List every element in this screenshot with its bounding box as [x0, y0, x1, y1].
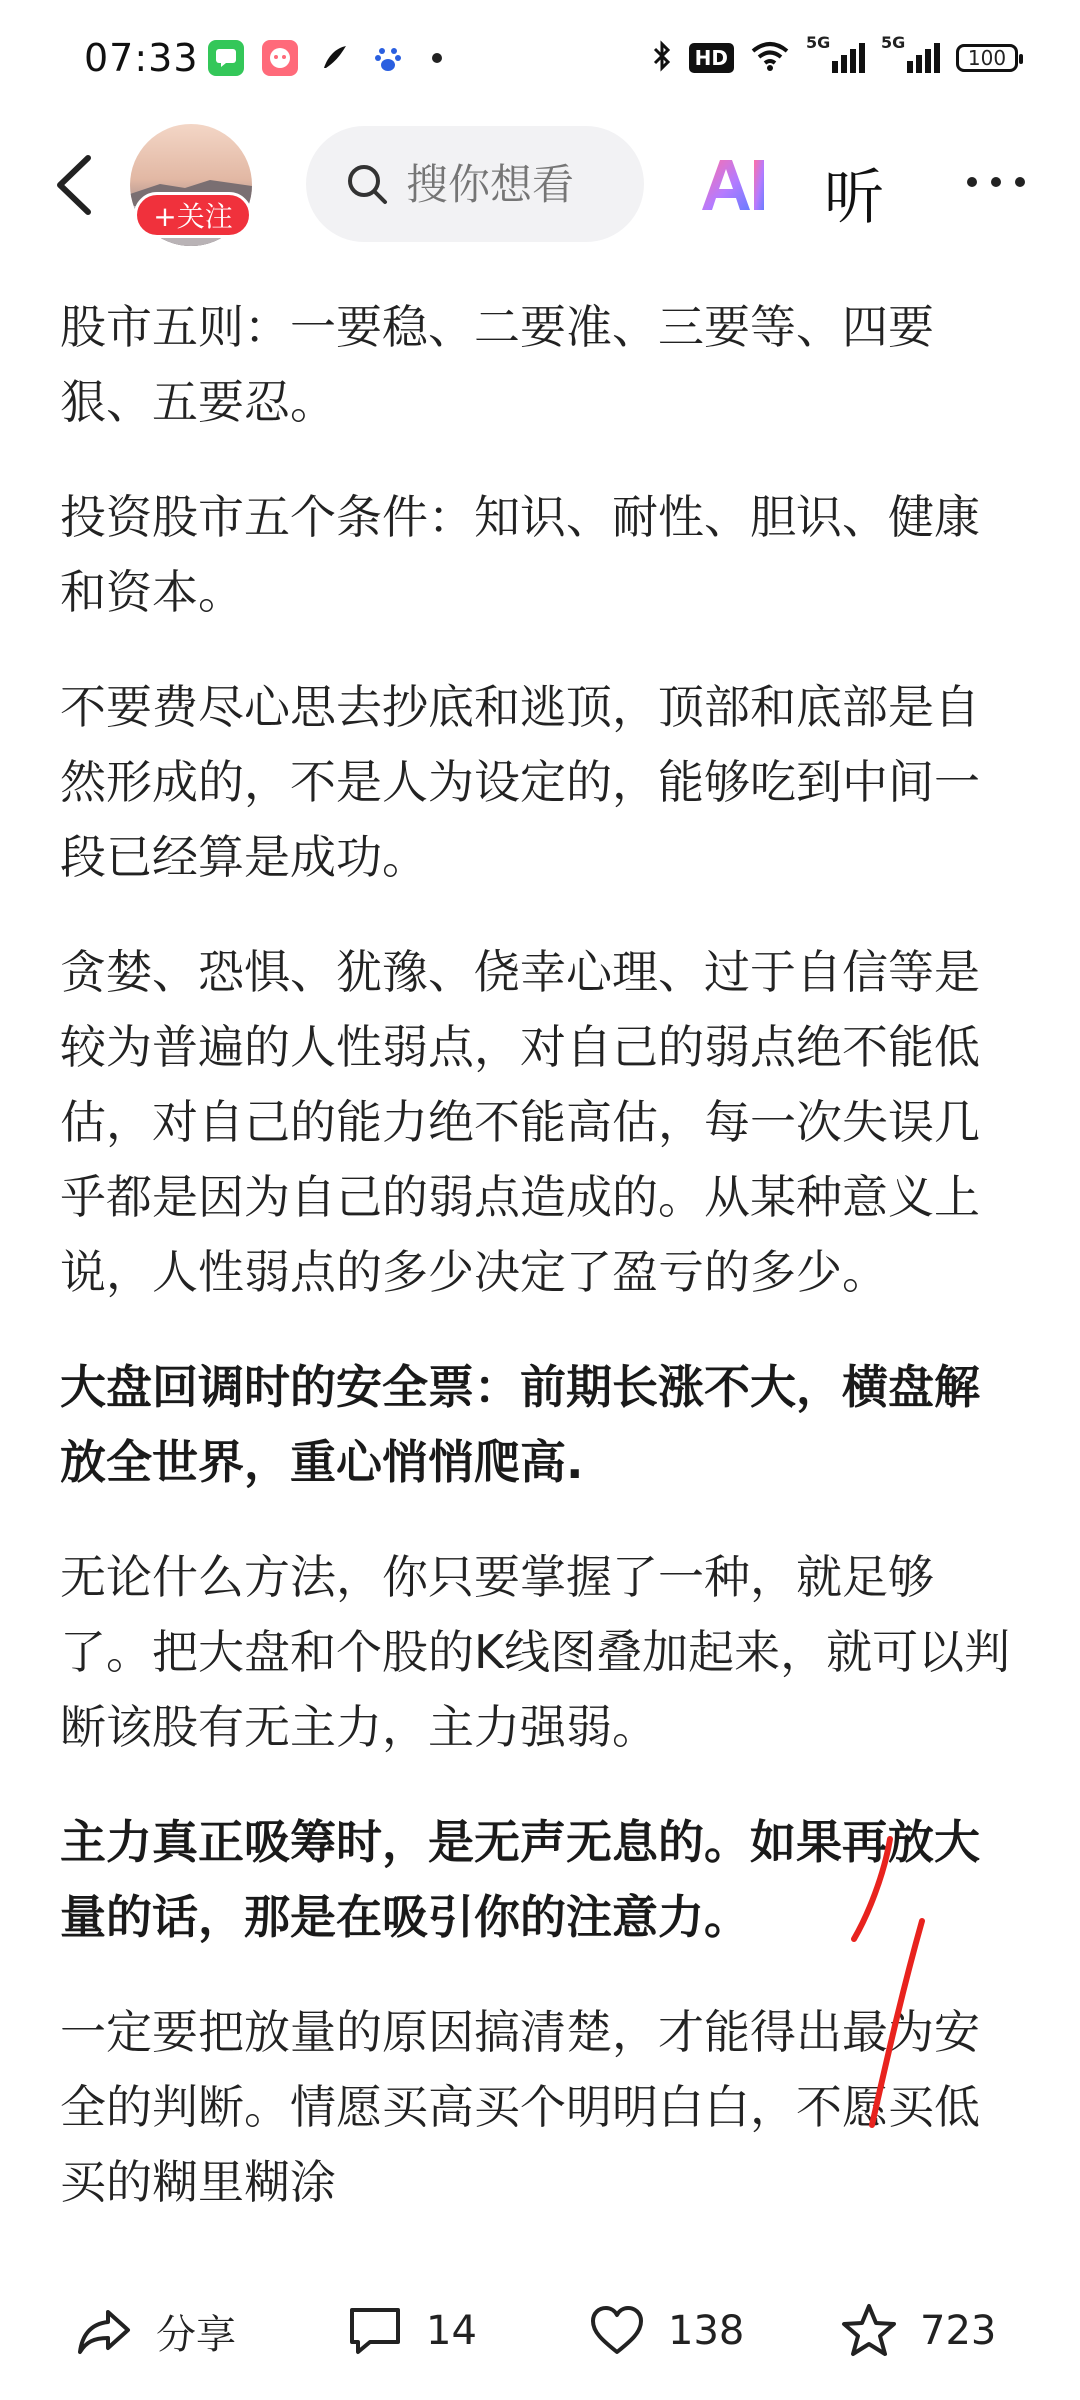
- share-label: 分享: [156, 2311, 236, 2358]
- feather-app-icon: [316, 40, 352, 76]
- comment-button[interactable]: [346, 2298, 477, 2364]
- status-right: [651, 33, 1018, 76]
- bluetooth-icon: [651, 40, 673, 76]
- listen-button[interactable]: 听: [824, 163, 884, 233]
- search-icon: [344, 161, 390, 207]
- signal-strength-2: 5G: [881, 43, 940, 73]
- article-paragraph: 投资股市五个条件：知识、耐性、胆识、健康和资本。: [60, 490, 980, 619]
- ai-button[interactable]: [698, 152, 768, 218]
- favorite-count: 723: [920, 2308, 997, 2354]
- search-input[interactable]: [404, 159, 628, 210]
- article-body: [60, 290, 1020, 2240]
- shopping-app-icon: [262, 40, 298, 76]
- comment-bubble-icon: [346, 2302, 404, 2360]
- wifi-icon: [750, 40, 790, 76]
- favorite-button[interactable]: [840, 2298, 996, 2364]
- article-paragraph: 不要费尽心思去抄底和逃顶，顶部和底部是自然形成的，不是人为设定的，能够吃到中间一段已经算是成功。: [60, 680, 980, 884]
- share-button[interactable]: [76, 2298, 236, 2364]
- star-icon: [840, 2302, 898, 2360]
- more-button[interactable]: [964, 162, 1028, 202]
- article-paragraph: 一定要把放量的原因搞清楚，才能得出最为安全的判断。情愿买高买个明明白白，不愿买低买的糊里糊涂: [60, 2005, 980, 2209]
- baidu-app-icon: [370, 40, 406, 76]
- like-button[interactable]: [588, 2298, 744, 2364]
- heart-icon: [588, 2302, 646, 2360]
- article-paragraph-bold: 大盘回调时的安全票：前期长涨不大，横盘解放全世界，重心悄悄爬高.: [60, 1360, 980, 1489]
- article-paragraph: 贪婪、恐惧、犹豫、侥幸心理、过于自信等是较为普遍的人性弱点，对自己的弱点绝不能低估，对自己的能力绝不能高估，每一次失误几乎都是因为自己的弱点造成的。从某种意义上说，人性弱点的多少决定了盈亏的多少。: [60, 945, 980, 1299]
- status-app-icons: [208, 40, 442, 76]
- hd-badge: HD: [689, 43, 734, 73]
- article-paragraph: 无论什么方法，你只要掌握了一种，就足够了。把大盘和个股的K线图叠加起来，就可以判断该股有无主力，主力强弱。: [60, 1550, 1011, 1754]
- signal-strength-1: 5G: [806, 43, 865, 73]
- status-bar: [0, 0, 1080, 122]
- share-arrow-icon: [76, 2302, 134, 2360]
- top-nav: [0, 122, 1080, 248]
- chevron-left-icon: [50, 152, 100, 218]
- battery-indicator: 100: [956, 44, 1018, 72]
- messages-app-icon: [208, 40, 244, 76]
- article-paragraph: 股市五则：一要稳、二要准、三要等、四要狠、五要忍。: [60, 300, 934, 429]
- ai-logo-icon: [698, 152, 768, 218]
- more-horizontal-icon: [964, 162, 1028, 202]
- comment-count: 14: [426, 2308, 477, 2354]
- notification-dot: [432, 53, 442, 63]
- back-button[interactable]: [50, 152, 100, 218]
- article-paragraph-bold: 主力真正吸筹时，是无声无息的。如果再放大量的话，那是在吸引你的注意力。: [60, 1815, 980, 1944]
- search-box[interactable]: [306, 126, 644, 242]
- bottom-action-bar: [0, 2260, 1080, 2400]
- status-time: 07:33: [84, 36, 199, 80]
- follow-button[interactable]: +关注: [134, 192, 252, 238]
- like-count: 138: [668, 2308, 745, 2354]
